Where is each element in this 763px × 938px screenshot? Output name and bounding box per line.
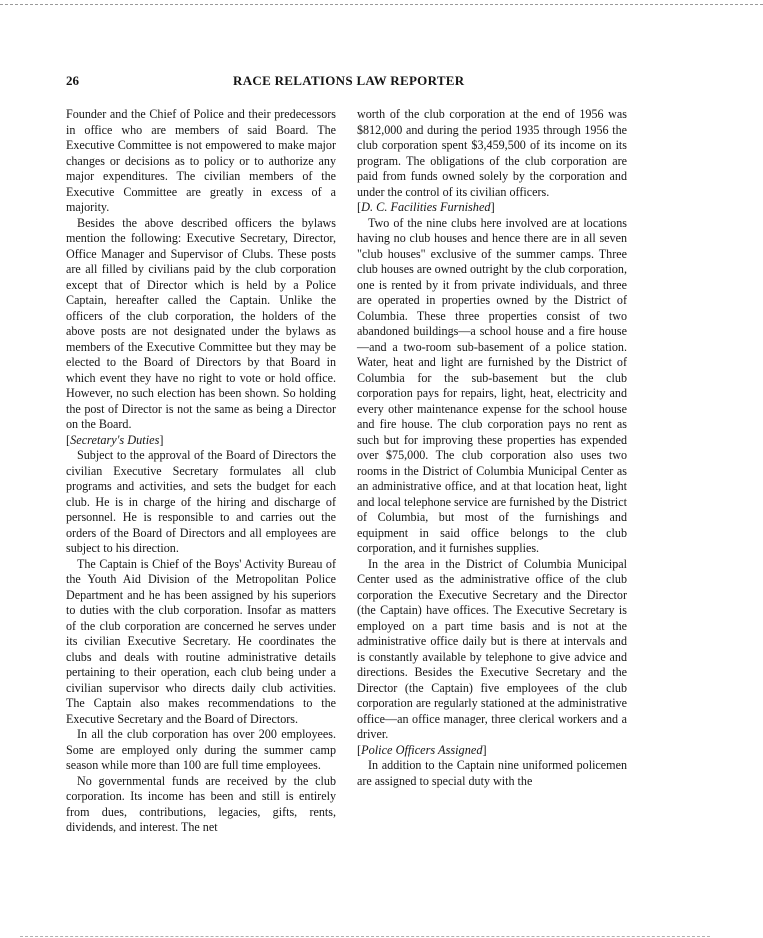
section-heading: [Secretary's Duties]	[66, 432, 164, 447]
section-heading-text: D. C. Facilities Furnished	[361, 200, 491, 214]
paragraph: worth of the club corporation at the end of 1956 was $812,000 and during the period 1935 through 1956 the club corporation spent $3,459,500 of its income on its program. The obligations of the club corporation are paid from funds owned solely by the corporation and under the control of its civilian officers.	[357, 107, 627, 199]
paragraph: Besides the above described officers the bylaws mention the following: Executive Secretary, Director, Office Manager and Supervisor of Clubs. These posts are all filled by civilians paid by the club corporation except that of Director which is held by a Police Captain, hereafter called the Captain. Unlike the officers of the club corporation, the holders of the above posts are not designated under the bylaws as members of the Executive Committee but they may be elected to the Board of Directors by that Board in which event they have no right to vote or hold office. However, no such election has been shown. So holding the post of Director is not the same as being a Director on the Board.	[66, 215, 336, 431]
section-heading: [Police Officers Assigned]	[357, 742, 487, 757]
paragraph: Founder and the Chief of Police and their predecessors in office who are members of said Board. The Executive Committee is not empowered to make major changes or decisions as to policy or to authorize any major expenditures. The civilian members of the Executive Committee are greatly in excess of a majority.	[66, 107, 336, 214]
top-border-rule	[0, 4, 763, 5]
right-column	[357, 107, 627, 789]
paragraph: Two of the nine clubs here involved are at locations having no club houses and hence there are in all seven "club houses" exclusive of the summer camps. Three club houses are owned outright by the club corporation, one is rented by it from private individuals, and three are operated in properties owned by the District of Columbia. These three properties consist of two abandoned buildings—a school house and a fire house—and a two-room sub-basement of a police station. Water, heat and light are furnished by the District of Columbia for the sub-basement but the club corporation pays for repairs, light, heat, electricity and every other maintenance expense for the school house and fire house. The club corporation pays no rent as such but for improving these properties has expended over $75,000. The club corporation also uses two rooms in the District of Columbia Municipal Center as an administrative office, and at that location heat, light and local telephone service are furnished by the District of Columbia, but most of the furnishings and equipment in said office belongs to the club corporation, and it furnishes supplies.	[357, 215, 627, 555]
paragraph: No governmental funds are received by the club corporation. Its income has been and still is entirely from dues, contributions, legacies, gifts, rents, dividends, and interest. The net	[66, 773, 336, 834]
paragraph: In all the club corporation has over 200 employees. Some are employed only during the summer camp season while more than 100 are full time employees.	[66, 727, 336, 772]
paragraph: The Captain is Chief of the Boys' Activity Bureau of the Youth Aid Division of the Metropolitan Police Department and he has been assigned by his superiors to duties with the club corporation. Insofar as matters of the club corporation are concerned he serves under its civilian Executive Secretary. He coordinates the clubs and deals with routine administrative details pertaining to their operation, each club being under a civilian supervisor who directs daily club activities. The Captain also makes recommendations to the Executive Secretary and the Board of Directors.	[66, 556, 336, 726]
page-number: 26	[66, 73, 79, 88]
paragraph: In the area in the District of Columbia Municipal Center used as the administrative office of the club corporation the Executive Secretary and the Director (the Captain) have offices. The Executive Secretary is employed on a part time basis and is not at the administrative office daily but is there at intervals and is constantly available by telephone to give advice and directions. Besides the Executive Secretary and the Director (the Captain) five employees of the club corporation are regularly stationed at the administrative office—an office manager, three clerical workers and a driver.	[357, 556, 627, 741]
left-column	[66, 107, 336, 836]
running-head: RACE RELATIONS LAW REPORTER	[233, 73, 465, 88]
section-heading-text: Secretary's Duties	[70, 432, 160, 447]
paragraph: In addition to the Captain nine uniformed policemen are assigned to special duty with the	[357, 758, 627, 788]
section-heading: [D. C. Facilities Furnished]	[357, 200, 495, 214]
bottom-border-rule	[20, 936, 710, 937]
paragraph: Subject to the approval of the Board of Directors the civilian Executive Secretary formulates all club programs and activities, and sets the budget for each club. He is in charge of the hiring and discharge of personnel. He is responsible to and carries out the orders of the Board of Directors and all employees are subject to his direction.	[66, 448, 336, 555]
section-heading-text: Police Officers Assigned	[361, 742, 483, 757]
